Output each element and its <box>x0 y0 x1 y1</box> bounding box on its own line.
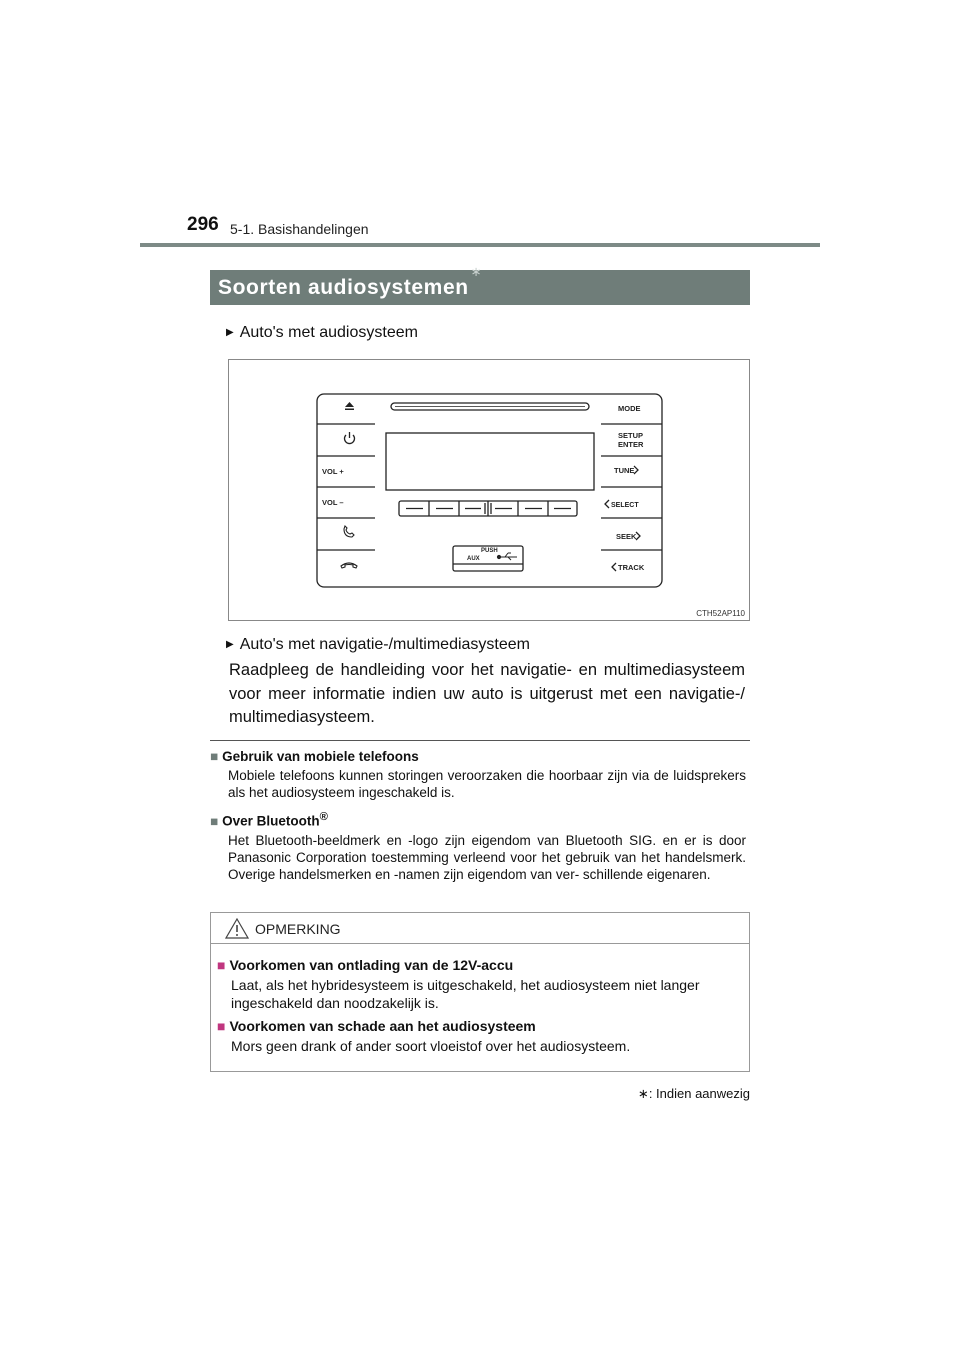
warning-item-title: Voorkomen van schade aan het audiosysteem <box>229 1018 536 1034</box>
vol-plus-label: VOL + <box>322 467 344 476</box>
vol-minus-label: VOL – <box>322 498 344 507</box>
note-title: Over Bluetooth <box>222 813 320 829</box>
warning-item-battery <box>217 957 747 1012</box>
square-bullet-icon: ■ <box>210 813 219 829</box>
seek-label: SEEK <box>616 532 637 541</box>
audio-unit-figure <box>228 359 750 621</box>
bullet-text: Auto's met audiosysteem <box>239 324 418 341</box>
audio-unit-illustration <box>229 360 749 620</box>
page-number: 296 <box>187 214 219 235</box>
warning-label: OPMERKING <box>255 921 341 937</box>
registered-mark: ® <box>319 811 328 823</box>
triangle-right-icon: ▶ <box>226 639 234 650</box>
note-body: Mobiele telefoons kunnen storingen veroorzaken die hoorbaar zijn via de luidsprekers als het audiosysteem ingeschakeld is. <box>228 768 746 800</box>
warning-triangle-icon <box>225 918 249 939</box>
footnote <box>638 1086 750 1102</box>
setup-label: SETUP <box>618 431 644 440</box>
warning-item-damage <box>217 1018 747 1055</box>
body-paragraph: Raadpleeg de handleiding voor het navigatie- en multimediasysteem voor meer informatie indien uw auto is uitgerust met een navigatie-/ multimediasysteem. <box>229 661 745 726</box>
warning-header <box>211 913 749 944</box>
square-bullet-icon: ■ <box>217 1018 226 1034</box>
triangle-right-icon: ▶ <box>226 327 234 338</box>
note-bluetooth <box>210 811 750 883</box>
mode-label: MODE <box>618 404 641 413</box>
footnote-text: : Indien aanwezig <box>648 1086 750 1101</box>
bullet-navigation <box>226 636 530 654</box>
aux-label: AUX <box>467 556 480 562</box>
footnote-star: ∗ <box>637 1086 649 1101</box>
section-title: Soorten audiosystemen <box>218 276 469 299</box>
section-star: ∗ <box>470 264 482 279</box>
divider <box>210 740 750 741</box>
bullet-text: Auto's met navigatie-/multimediasysteem <box>239 636 530 653</box>
bullet-audio <box>226 324 418 342</box>
track-label: TRACK <box>618 563 645 572</box>
select-label: SELECT <box>611 502 639 509</box>
warning-item-body: Laat, als het hybridesysteem is uitgeschakeld, het audiosysteem niet langer ingeschakeld dan noodzakelijk is. <box>231 977 700 1011</box>
warning-item-body: Mors geen drank of ander soort vloeistof over het audiosysteem. <box>231 1038 631 1054</box>
square-bullet-icon: ■ <box>217 957 226 973</box>
square-bullet-icon: ■ <box>210 749 219 764</box>
note-body: Het Bluetooth-beeldmerk en -logo zijn eigendom van Bluetooth SIG. en er is door Panasonic Corporation toestemming verleend voor het gebruik van het handelsmerk. Overige handelsmerken en -namen zijn eigendom van ver- schillende eigenaren. <box>228 832 746 882</box>
header-rule <box>140 243 820 247</box>
section-header <box>210 264 750 305</box>
warning-box <box>210 912 750 1072</box>
push-label: PUSH <box>481 548 498 554</box>
note-title: Gebruik van mobiele telefoons <box>222 749 419 764</box>
enter-label: ENTER <box>618 440 644 449</box>
chapter-title: 5-1. Basishandelingen <box>230 221 369 237</box>
warning-item-title: Voorkomen van ontlading van de 12V-accu <box>229 957 514 973</box>
tune-label: TUNE <box>614 466 635 475</box>
note-mobile-phones <box>210 749 750 801</box>
figure-code: CTH52AP110 <box>696 609 745 618</box>
